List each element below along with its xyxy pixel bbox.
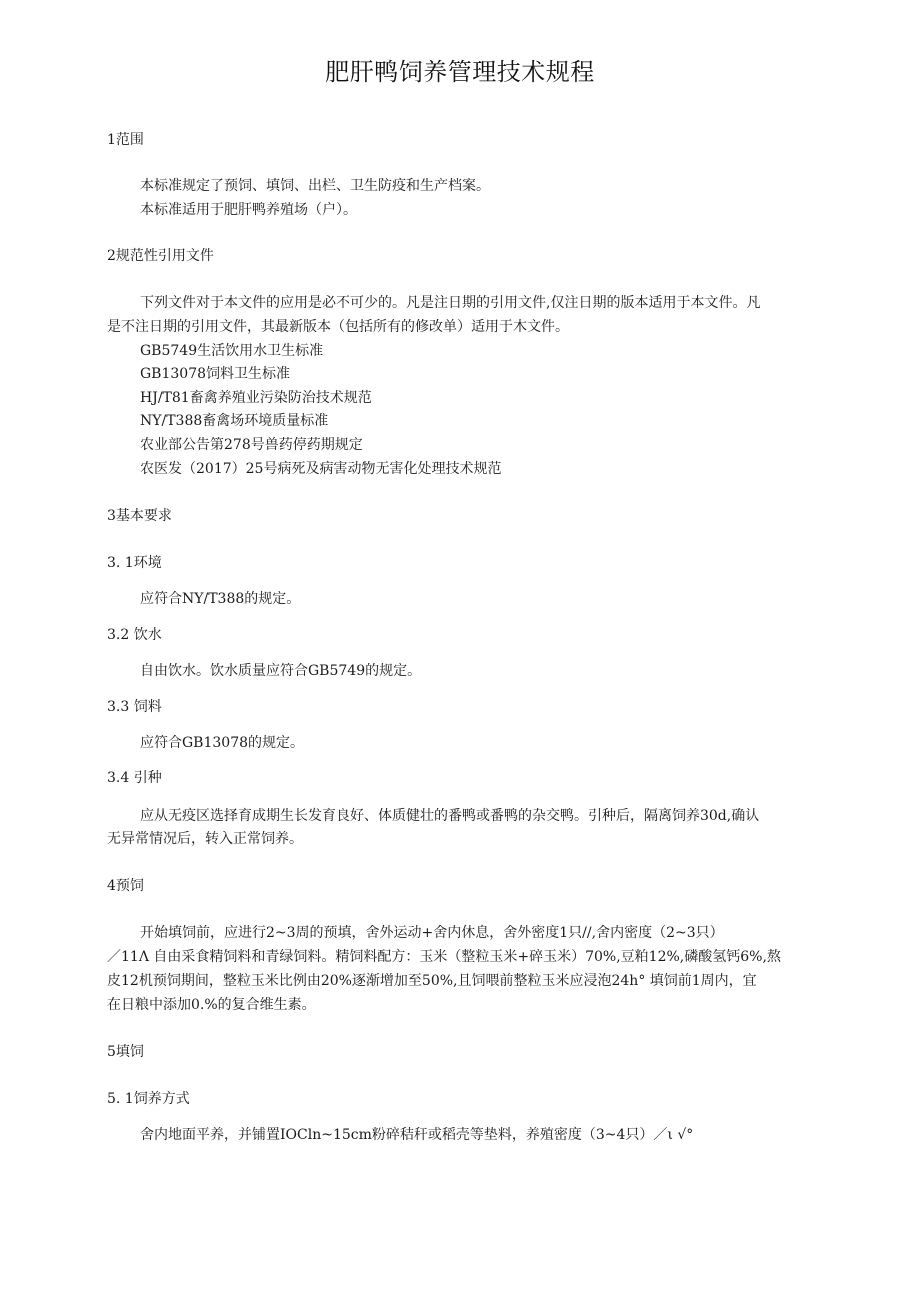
reference-item: 农医发（2017）25号病死及病害动物无害化处理技术规范 <box>140 461 502 477</box>
reference-item: GB13078饲料卫生标准 <box>140 366 291 382</box>
subsection-heading: 3. 1环境 <box>107 555 162 571</box>
section-4-heading: 4预饲 <box>107 878 144 894</box>
section-2-intro: 是不注日期的引用文件，其最新版本（包括所有的修改单）适用于木文件。 <box>107 319 569 335</box>
subsection-text: 应从无疫区选择育成期生长发育良好、体质健壮的番鸭或番鸭的杂交鸭。引种后，隔离饲养30d,确认 <box>140 808 760 824</box>
reference-item: HJ/T81畜禽养殖业污染防治技术规范 <box>140 390 372 406</box>
section-1-heading: 1范围 <box>107 132 144 148</box>
reference-item: GB5749生活饮用水卫生标准 <box>140 343 324 359</box>
section-1-paragraph: 本标准适用于肥肝鸭养殖场（户）。 <box>140 202 357 218</box>
section-4-paragraph: 开始填饲前，应进行2~3周的预填，舍外运动+舍内休息，舍外密度1只//,舍内密度（2~3只） <box>140 925 724 941</box>
subsection-heading: 3.2 饮水 <box>107 627 162 643</box>
subsection-heading: 3.4 引种 <box>107 770 162 786</box>
section-4-paragraph: 皮12机预饲期间，整粒玉米比例由20%逐渐增加至50%,且饲喂前整粒玉米应浸泡24h° 填饲前1周内，宜 <box>107 973 757 989</box>
section-4-paragraph: 在日粮中添加0.%的复合维生素。 <box>107 997 316 1013</box>
subsection-text: 无异常情况后，转入正常饲养。 <box>107 831 303 847</box>
section-5-heading: 5填饲 <box>107 1044 144 1060</box>
subsection-heading: 3.3 饲料 <box>107 699 162 715</box>
section-2-intro: 下列文件对于本文件的应用是必不可少的。凡是注日期的引用文件,仅注日期的版本适用于本文件。凡 <box>140 295 761 311</box>
section-3-heading: 3基本要求 <box>107 508 172 524</box>
subsection-text: 舍内地面平养，并铺置IOCln~15cm粉碎秸秆或稻壳等垫料，养殖密度（3~4只）／ι √° <box>140 1127 694 1143</box>
subsection-text: 自由饮水。饮水质量应符合GB5749的规定。 <box>140 663 422 679</box>
section-1-paragraph: 本标准规定了预饲、填饲、出栏、卫生防疫和生产档案。 <box>140 178 490 194</box>
section-2-heading: 2规范性引用文件 <box>107 248 214 264</box>
reference-item: 农业部公告第278号兽药停药期规定 <box>140 437 363 453</box>
section-4-paragraph: ／11Λ 自由采食精饲料和青绿饲料。精饲料配方：玉米（整粒玉米+碎玉米）70%,豆粕12%,磷酸氢钙6%,熬 <box>107 949 781 965</box>
page-title: 肥肝鸭饲养管理技术规程 <box>325 58 595 86</box>
subsection-text: 应符合NY/T388的规定。 <box>140 591 301 607</box>
subsection-text: 应符合GB13078的规定。 <box>140 735 305 751</box>
subsection-heading: 5. 1饲养方式 <box>107 1091 190 1107</box>
reference-item: NY/T388畜禽场环境质量标准 <box>140 413 329 429</box>
